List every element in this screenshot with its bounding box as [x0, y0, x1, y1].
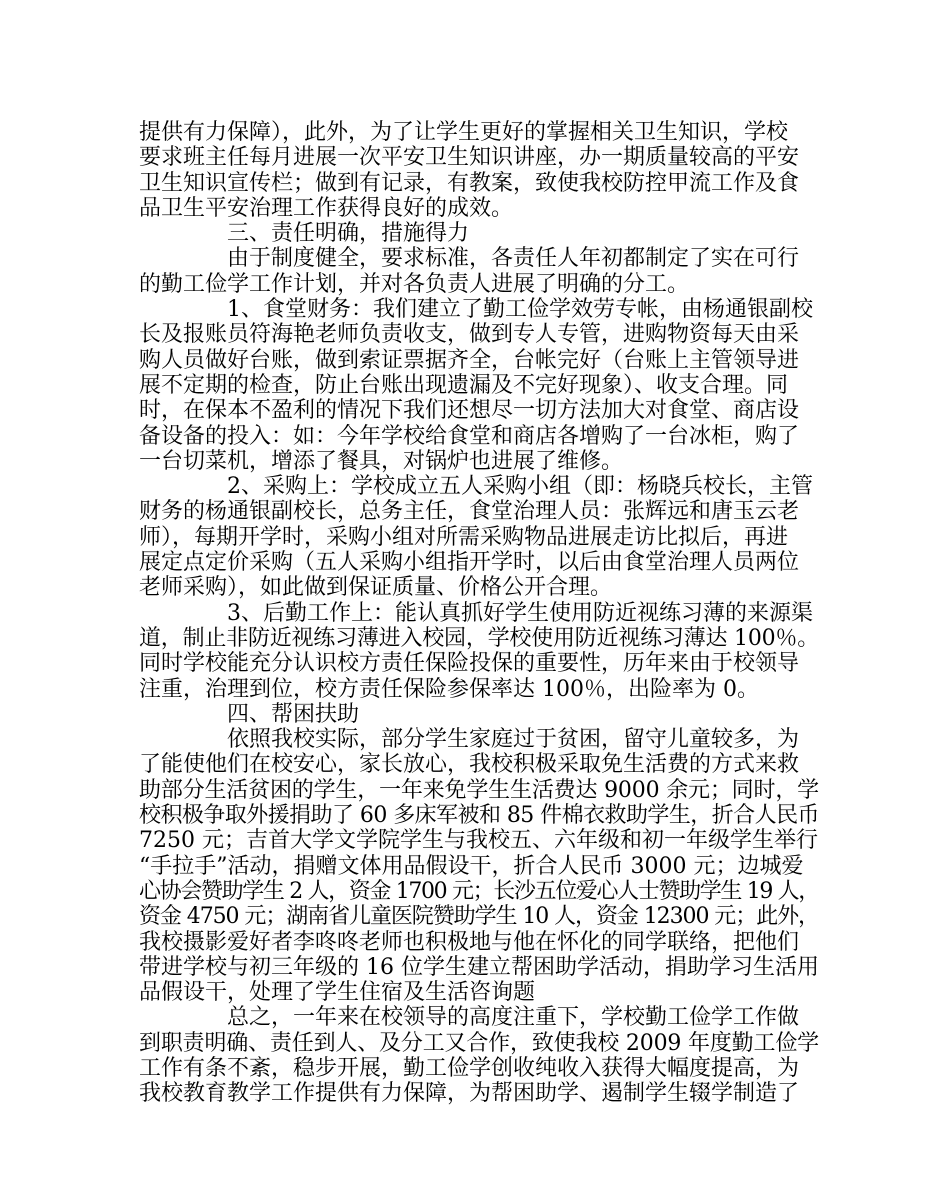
text-line: 财务的杨通银副校长，总务主任，食堂治理人员：张辉远和唐玉云老 [139, 499, 800, 525]
text-line: 助部分生活贫困的学生，一年来免学生生活费达 9000 余元；同时，学 [139, 777, 819, 803]
text-line: 老师采购），如此做到保证质量、价格公开合理。 [139, 575, 613, 601]
text-line: 一台切菜机，增添了餐具，对锅炉也进展了维修。 [139, 448, 624, 474]
text-line: 工作有条不紊，稳步开展，勤工俭学创收纯收入获得大幅度提高，为 [139, 1055, 800, 1081]
text-line: 时，在保本不盈利的情况下我们还想尽一切方法加大对食堂、商店设 [139, 398, 800, 424]
text-line: 展定点定价采购（五人采购小组指开学时，以后由食堂治理人员两位 [139, 550, 800, 576]
text-line: 卫生知识宣传栏；做到有记录，有教案，致使我校防控甲流工作及食 [139, 170, 800, 196]
text-line: 1、食堂财务：我们建立了勤工俭学效劳专帐，由杨通银副校 [227, 297, 813, 323]
text-line: 道，制止非防近视练习薄进入校园，学校使用防近视练习薄达 100％。 [139, 625, 819, 651]
text-line: 展不定期的检查，防止台账出现遗漏及不完好现象）、收支合理。同 [139, 372, 789, 398]
text-line: 四、帮困扶助 [227, 701, 360, 727]
text-line: 师），每期开学时，采购小组对所需采购物品进展走访比拟后，再进 [139, 524, 789, 550]
text-line: 购人员做好台账，做到索证票据齐全，台帐完好（台账上主管领导进 [139, 347, 800, 373]
text-line: 心协会赞助学生 2 人，资金 1700 元；长沙五位爱心人士赞助学生 19 人， [139, 878, 819, 904]
text-line: 由于制度健全，要求标准，各责任人年初都制定了实在可行 [227, 246, 800, 272]
text-line: 注重，治理到位，校方责任保险参保率达 100％，出险率为 0。 [139, 676, 759, 702]
text-line: 资金 4750 元；湖南省儿童医院赞助学生 10 人，资金 12300 元；此外， [139, 904, 819, 930]
text-line: 了能使他们在校安心，家长放心，我校积极采取免生活费的方式来救 [139, 752, 800, 778]
text-line: 总之，一年来在校领导的高度注重下，学校勤工俭学工作做 [227, 1005, 800, 1031]
text-line: 的勤工俭学工作计划，并对各负责人进展了明确的分工。 [139, 271, 690, 297]
text-line: 备设备的投入：如：今年学校给食堂和商店各增购了一台冰柜，购了 [139, 423, 800, 449]
text-line: 2、采购上：学校成立五人采购小组（即：杨晓兵校长，主管 [227, 474, 813, 500]
text-line: 3、后勤工作上：能认真抓好学生使用防近视练习薄的来源渠 [227, 600, 813, 626]
text-line: 要求班主任每月进展一次平安卫生知识讲座，办一期质量较高的平安 [139, 145, 800, 171]
text-line: 长及报账员符海艳老师负责收支，做到专人专管，进购物资每天由采 [139, 322, 800, 348]
document-body [139, 120, 819, 1107]
text-line: 我校教育教学工作提供有力保障，为帮困助学、遏制学生辍学制造了 [139, 1081, 800, 1107]
text-line: 7250 元；吉首大学文学院学生与我校五、六年级和初一年级学生举行 [139, 828, 818, 854]
text-line: 我校摄影爱好者李咚咚老师也积极地与他在怀化的同学联络，把他们 [139, 929, 800, 955]
text-line: 品卫生平安治理工作获得良好的成效。 [139, 195, 514, 221]
text-line: 校积极争取外援捐助了 60 多床军被和 85 件棉衣救助学生，折合人民币 [139, 803, 819, 829]
text-line: 三、责任明确，措施得力 [227, 221, 470, 247]
text-line: 带进学校与初三年级的 16 位学生建立帮困助学活动，捐助学习生活用 [139, 954, 819, 980]
text-line: 到职责明确、责任到人、及分工又合作，致使我校 2009 年度勤工俭学 [139, 1030, 819, 1056]
text-line: 提供有力保障），此外，为了让学生更好的掌握相关卫生知识，学校 [139, 120, 789, 145]
text-line: 品假设干，处理了学生住宿及生活咨询题 [139, 980, 536, 1006]
text-line: “手拉手”活动，捐赠文体用品假设干，折合人民币 3000 元；边城爱 [139, 853, 804, 879]
text-line: 依照我校实际，部分学生家庭过于贫困，留守儿童较多，为 [227, 727, 800, 753]
text-line: 同时学校能充分认识校方责任保险投保的重要性，历年来由于校领导 [139, 651, 800, 677]
